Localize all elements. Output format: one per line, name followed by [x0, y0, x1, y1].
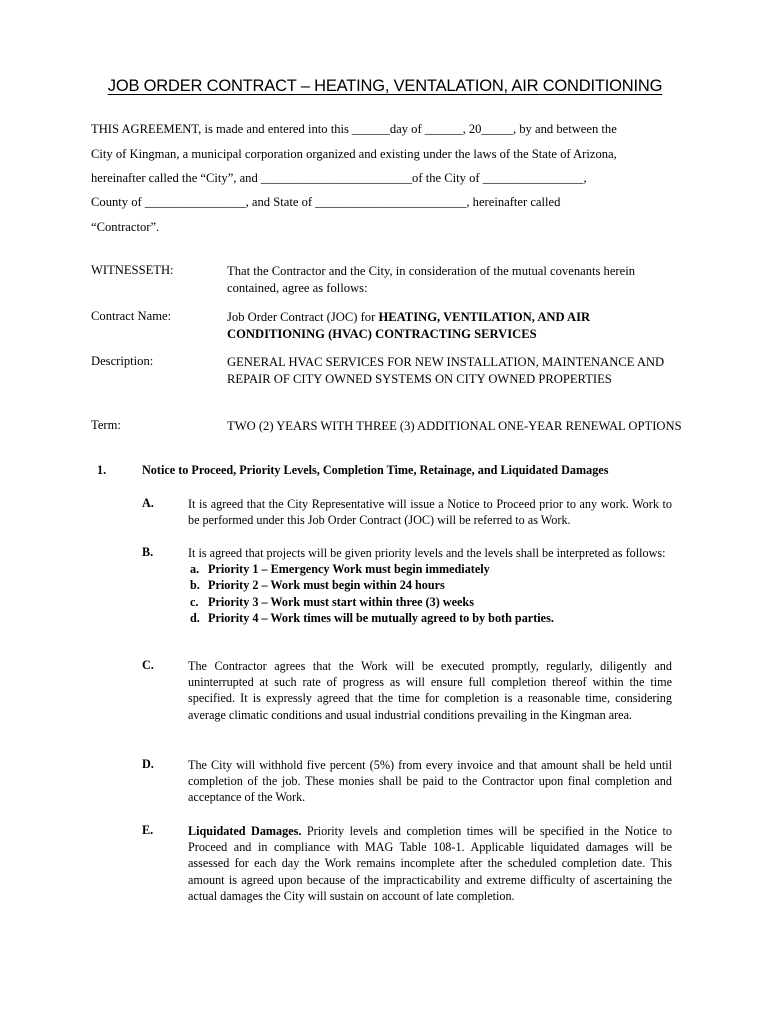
item-d-text: The City will withhold five percent (5%) from every invoice and that amount shall be held until completion of the job. These monies shall be paid to the Contractor upon final completion and acceptance of the Work.: [188, 758, 672, 805]
priority-item-c-letter: c.: [190, 594, 199, 609]
description-text: GENERAL HVAC SERVICES FOR NEW INSTALLATION, MAINTENANCE AND REPAIR OF CITY OWNED SYSTEMS ON CITY OWNED PROPERTIES: [227, 355, 665, 386]
contract-name-label: Contract Name:: [91, 309, 172, 323]
item-b-block: [188, 545, 672, 626]
item-c-letter: C.: [142, 658, 154, 672]
priority-item-c: [188, 594, 672, 610]
item-c-text: The Contractor agrees that the Work will be executed promptly, regularly, diligently and uninterrupted at such rate of progress as will ensure full completion thereof within the time specified. It is expressly agreed that the time for completion is a reasonable time, considering average climatic conditions and usual industrial conditions prevailing in the Kingman area.: [188, 659, 672, 722]
witnesseth-text: That the Contractor and the City, in consideration of the mutual covenants herein contained, agree as follows:: [227, 264, 636, 295]
priority-item-c-text: Priority 3 – Work must start within three (3) weeks: [208, 594, 474, 609]
item-a-text: It is agreed that the City Representative will issue a Notice to Proceed prior to any work. Work to be performed under this Job Order Contract (JOC) will be referred to as Work.: [188, 497, 672, 528]
term-text: TWO (2) YEARS WITH THREE (3) ADDITIONAL ONE-YEAR RENEWAL OPTIONS: [227, 419, 682, 433]
item-b-text: It is agreed that projects will be given priority levels and the levels shall be interpreted as follows:: [188, 546, 666, 560]
priority-item-d-text: Priority 4 – Work times will be mutually agreed to by both parties.: [208, 610, 554, 625]
section-1-title: Notice to Proceed, Priority Levels, Completion Time, Retainage, and Liquidated Damages: [142, 463, 609, 477]
contract-name-bold: HEATING, VENTILATION, AND AIR CONDITIONING (HVAC) CONTRACTING SERVICES: [227, 310, 591, 341]
priority-item-b: [188, 577, 672, 593]
priority-item-d-letter: d.: [190, 610, 200, 625]
document-title: JOB ORDER CONTRACT – HEATING, VENTALATION, AIR CONDITIONING: [107, 77, 663, 95]
intro-line-4: County of ________________, and State of ________________________, hereinafter called: [91, 195, 561, 209]
item-a-letter: A.: [142, 496, 154, 510]
item-b-letter: B.: [142, 545, 154, 559]
contract-name-value: [227, 309, 682, 342]
priority-item-a-letter: a.: [190, 562, 200, 577]
section-1-number: 1.: [97, 463, 107, 477]
intro-line-3: hereinafter called the “City”, and ________________________of the City of ________________,: [91, 171, 587, 185]
priority-item-b-letter: b.: [190, 578, 200, 593]
priority-item-b-text: Priority 2 – Work must begin within 24 hours: [208, 578, 445, 593]
item-d-letter: D.: [142, 757, 154, 771]
item-e-letter: E.: [142, 823, 154, 837]
item-e-block: [188, 823, 672, 904]
priority-item-a-text: Priority 1 – Emergency Work must begin immediately: [208, 562, 490, 577]
description-label: Description:: [91, 354, 154, 368]
contract-name-prefix: Job Order Contract (JOC) for: [227, 310, 379, 324]
intro-line-2: City of Kingman, a municipal corporation organized and existing under the laws of the State of Arizona,: [91, 147, 617, 161]
term-label: Term:: [91, 418, 121, 432]
priority-item-d: [188, 610, 672, 626]
item-e-bold-heading: Liquidated Damages.: [188, 824, 302, 838]
intro-line-5: “Contractor”.: [91, 220, 160, 234]
item-e-text: Priority levels and completion times will be specified in the Notice to Proceed and in compliance with MAG Table 108-1. Applicable liquidated damages will be assessed for each day the Work remains incomplete after the scheduled completion date. This amount is agreed upon because of the impracticability and extreme difficulty of ascertaining the actual damages the City will sustain on account of late completion.: [188, 824, 672, 903]
priority-list: [188, 561, 672, 626]
intro-line-1: THIS AGREEMENT, is made and entered into this ______day of ______, 20_____, by and between the: [91, 122, 617, 136]
witnesseth-label: WITNESSETH:: [91, 263, 174, 277]
priority-item-a: [188, 561, 672, 577]
